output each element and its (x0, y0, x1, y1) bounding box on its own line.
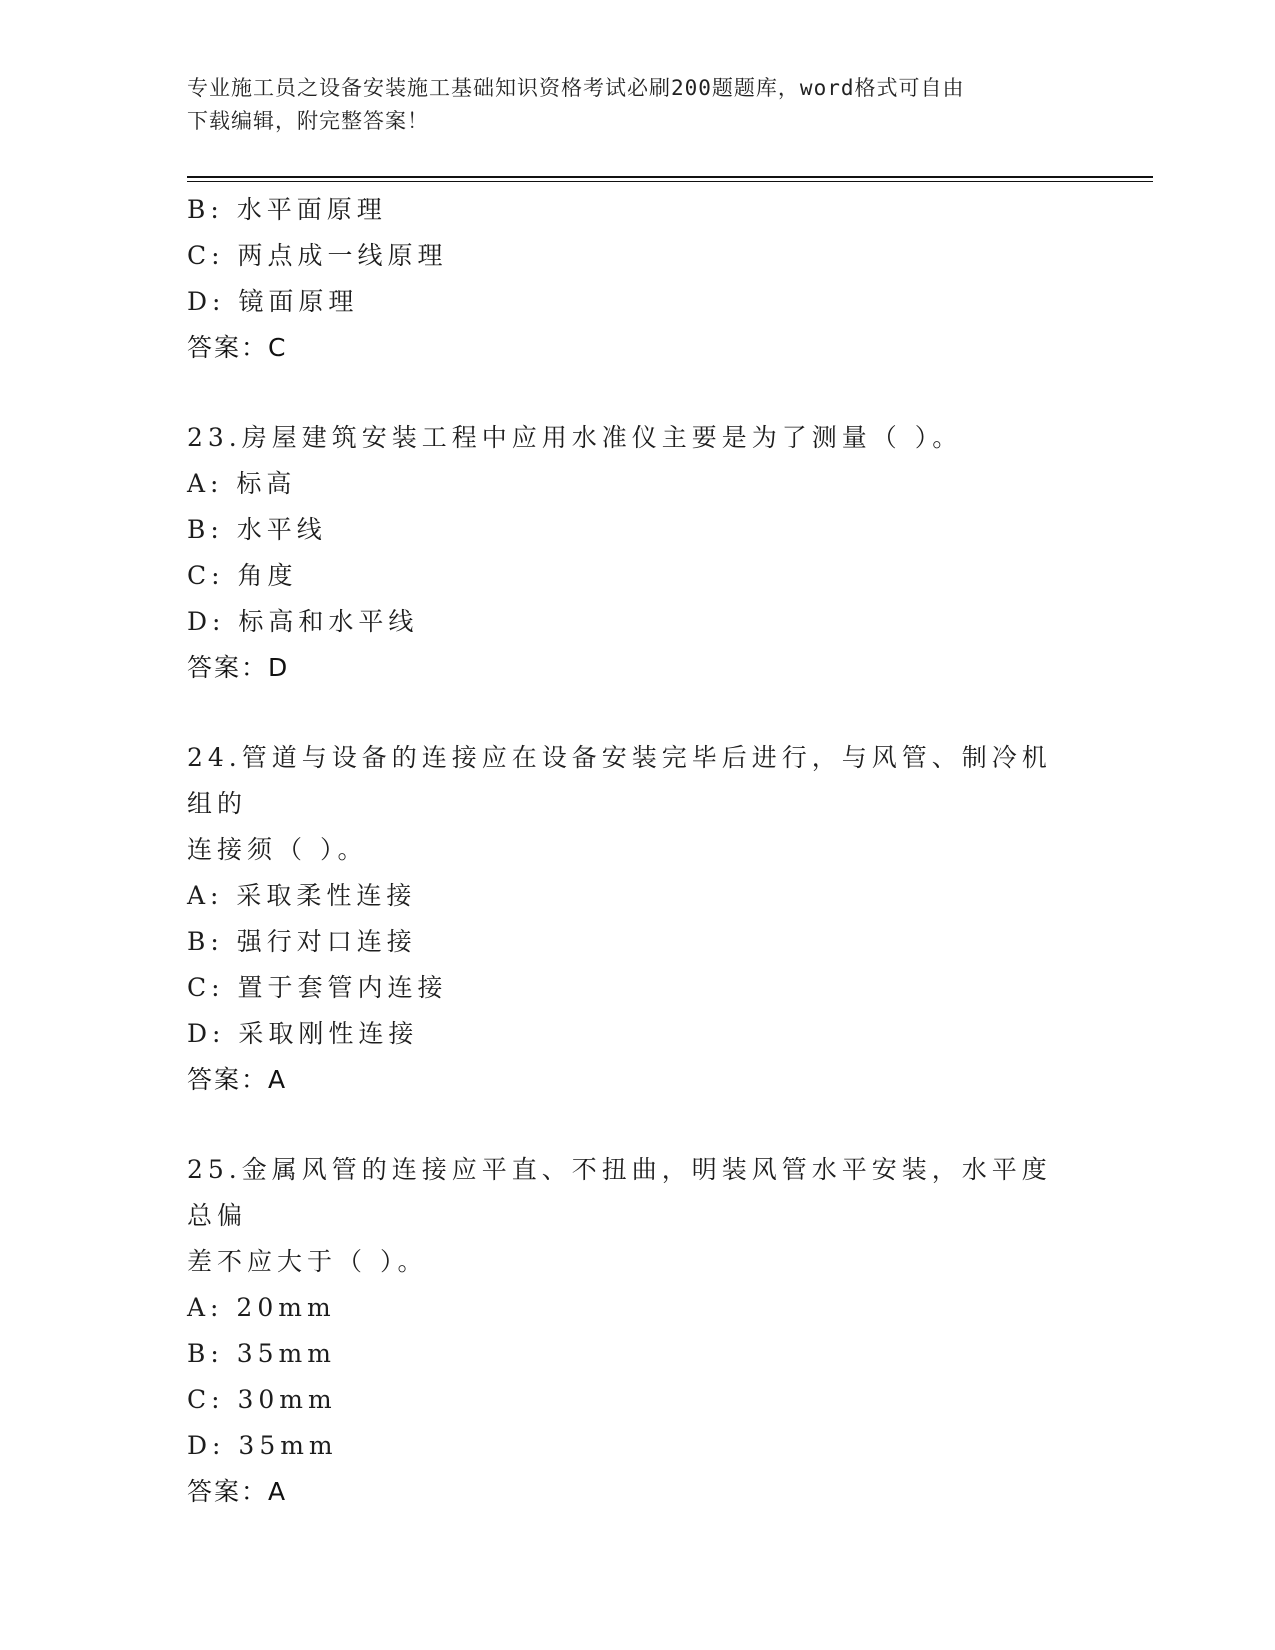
option-c: C: 两点成一线原理 (187, 241, 448, 270)
option-c: C: 30mm (187, 1385, 337, 1414)
question-list (187, 187, 1087, 1515)
question-stem-line-1: 24.管道与设备的连接应在设备安装完毕后进行，与风管、制冷机组的 (187, 743, 1052, 818)
question-block-23 (187, 415, 1087, 691)
option-b: B: 强行对口连接 (187, 927, 417, 956)
option-d: D: 标高和水平线 (187, 607, 419, 636)
answer-line: 答案：D (187, 653, 290, 682)
spacer (187, 371, 1087, 415)
option-b: B: 35mm (187, 1339, 336, 1368)
answer-line: 答案：A (187, 1065, 288, 1094)
option-b: B: 水平面原理 (187, 195, 387, 224)
option-a: A: 采取柔性连接 (187, 881, 417, 910)
question-block-25 (187, 1147, 1087, 1515)
document-header (187, 72, 1067, 138)
spacer (187, 1103, 1087, 1147)
question-stem-line-1: 25.金属风管的连接应平直、不扭曲，明装风管水平安装，水平度总偏 (187, 1155, 1052, 1230)
question-block-prev (187, 187, 1087, 371)
option-c: C: 角度 (187, 561, 298, 590)
header-divider-thick (187, 176, 1153, 178)
option-a: A: 标高 (187, 469, 297, 498)
header-line-1: 专业施工员之设备安装施工基础知识资格考试必刷200题题库，word格式可自由 (187, 76, 965, 100)
option-d: D: 镜面原理 (187, 287, 359, 316)
option-c: C: 置于套管内连接 (187, 973, 448, 1002)
question-block-24 (187, 735, 1087, 1103)
header-divider-thin (187, 181, 1153, 182)
question-stem-line-2: 连接须（ ）。 (187, 835, 368, 864)
option-d: D: 35mm (187, 1431, 338, 1460)
option-a: A: 20mm (187, 1293, 336, 1322)
answer-line: 答案：C (187, 333, 288, 362)
option-b: B: 水平线 (187, 515, 327, 544)
question-stem-line-2: 差不应大于（ ）。 (187, 1247, 428, 1276)
question-stem: 23.房屋建筑安装工程中应用水准仪主要是为了测量（ ）。 (187, 423, 963, 452)
option-d: D: 采取刚性连接 (187, 1019, 419, 1048)
answer-line: 答案：A (187, 1477, 288, 1506)
spacer (187, 691, 1087, 735)
header-line-2: 下载编辑，附完整答案！ (187, 109, 429, 133)
